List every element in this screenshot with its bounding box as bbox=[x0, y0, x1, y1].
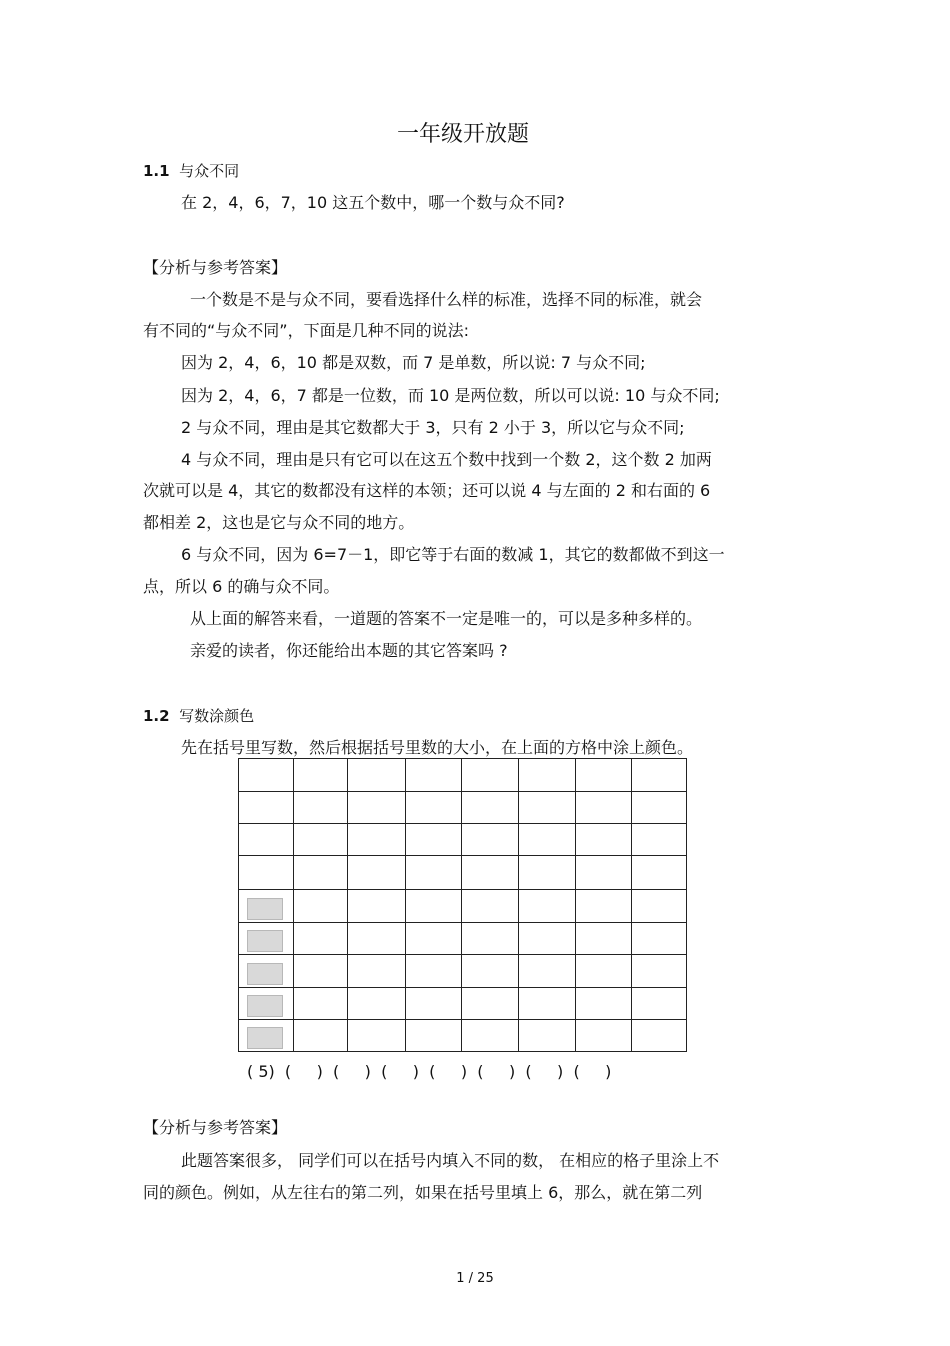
paragraph-line: 6 与众不同，因为 6=7－1，即它等于右面的数减 1，其它的数都做不到这一 bbox=[181, 545, 725, 564]
grid-line bbox=[239, 791, 686, 792]
grid-line bbox=[239, 922, 686, 923]
section-heading-1-1 bbox=[143, 161, 239, 181]
paragraph-line: 点，所以 6 的确与众不同。 bbox=[143, 577, 340, 596]
shaded-cell bbox=[247, 898, 283, 920]
grid-line bbox=[405, 759, 406, 1051]
paragraph-line: 有不同的“与众不同”，下面是几种不同的说法: bbox=[143, 321, 469, 340]
paragraph-line: 亲爱的读者，你还能给出本题的其它答案吗 ? bbox=[190, 641, 508, 660]
shaded-cell bbox=[247, 930, 283, 952]
shaded-cell bbox=[247, 995, 283, 1017]
question-text: 在 2，4，6，7，10 这五个数中，哪一个数与众不同? bbox=[181, 193, 565, 212]
analysis-heading: 【分析与参考答案】 bbox=[143, 258, 288, 277]
grid-line bbox=[239, 1019, 686, 1020]
answer-parentheses: ( 5) ( ) ( ) ( ) ( ) ( ) ( ) ( ) bbox=[247, 1062, 612, 1081]
instruction-text: 先在括号里写数，然后根据括号里数的大小，在上面的方格中涂上颜色。 bbox=[181, 738, 694, 757]
coloring-grid bbox=[238, 758, 687, 1052]
grid-line bbox=[575, 759, 576, 1051]
paragraph-line: 因为 2，4，6，7 都是一位数，而 10 是两位数，所以可以说: 10 与众不同; bbox=[181, 386, 720, 405]
grid-line bbox=[347, 759, 348, 1051]
paragraph-line: 从上面的解答来看，一道题的答案不一定是唯一的，可以是多种多样的。 bbox=[190, 609, 703, 628]
grid-line bbox=[461, 759, 462, 1051]
grid-line bbox=[239, 889, 686, 890]
paragraph-line: 次就可以是 4，其它的数都没有这样的本领；还可以说 4 与左面的 2 和右面的 6 bbox=[143, 481, 711, 500]
grid-line bbox=[239, 987, 686, 988]
grid-line bbox=[239, 855, 686, 856]
shaded-cell bbox=[247, 1027, 283, 1049]
section-title: 与众不同 bbox=[179, 162, 240, 180]
section-number: 1.1 bbox=[143, 162, 170, 180]
grid-line bbox=[239, 954, 686, 955]
paragraph-line: 4 与众不同，理由是只有它可以在这五个数中找到一个数 2，这个数 2 加两 bbox=[181, 450, 712, 469]
paragraph-line: 此题答案很多， 同学们可以在括号内填入不同的数， 在相应的格子里涂上不 bbox=[181, 1151, 720, 1170]
paragraph-line: 同的颜色。例如，从左往右的第二列，如果在括号里填上 6，那么，就在第二列 bbox=[143, 1183, 703, 1202]
grid-line bbox=[631, 759, 632, 1051]
section-title: 写数涂颜色 bbox=[179, 707, 255, 725]
paragraph-line: 一个数是不是与众不同，要看选择什么样的标准，选择不同的标准，就会 bbox=[190, 290, 703, 309]
analysis-heading: 【分析与参考答案】 bbox=[143, 1118, 288, 1137]
grid-line bbox=[293, 759, 294, 1051]
paragraph-line: 2 与众不同，理由是其它数都大于 3，只有 2 小于 3，所以它与众不同; bbox=[181, 418, 685, 437]
page-number: 1 / 25 bbox=[456, 1271, 494, 1286]
section-number: 1.2 bbox=[143, 707, 170, 725]
grid-line bbox=[239, 823, 686, 824]
grid-line bbox=[518, 759, 519, 1051]
paragraph-line: 因为 2，4，6，10 都是双数，而 7 是单数，所以说: 7 与众不同; bbox=[181, 353, 646, 372]
shaded-cell bbox=[247, 963, 283, 985]
page-title: 一年级开放题 bbox=[397, 122, 530, 147]
section-heading-1-2 bbox=[143, 706, 254, 726]
paragraph-line: 都相差 2，这也是它与众不同的地方。 bbox=[143, 513, 415, 532]
